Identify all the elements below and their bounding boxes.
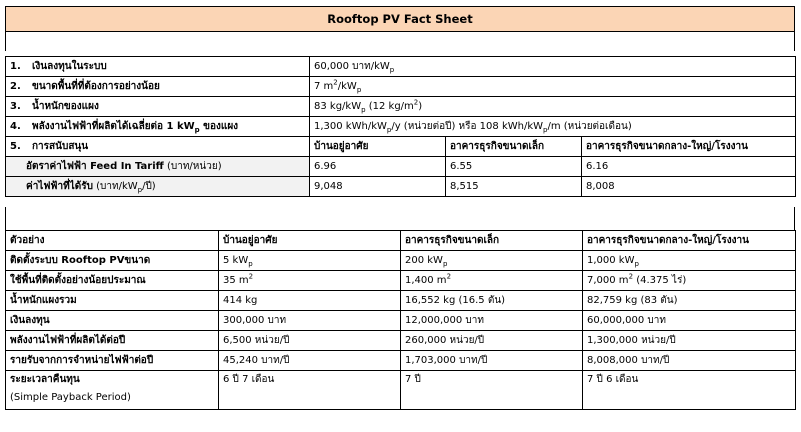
support-value: 8,008 bbox=[582, 177, 796, 197]
fact-row: 2. ขนาดพื้นที่ที่ต้องการอย่างน้อย 7 $m^2/kW_p$ bbox=[6, 77, 796, 97]
column-header: อาคารธุรกิจขนาดกลาง-ใหญ่/โรงงาน bbox=[583, 231, 796, 251]
column-header: อาคารธุรกิจขนาดกลาง-ใหญ่/โรงงาน bbox=[582, 137, 796, 157]
example-value: 260,000 หน่วย/ปี bbox=[401, 331, 583, 351]
support-row-label: อัตราค่าไฟฟ้า Feed In Tariff bbox=[26, 160, 164, 172]
example-row: ใช้พื้นที่ติดตั้งอย่างน้อยประมาณ 35 $m^2$ 1,400 $m^2$ 7,000 $m^2$ (4.375 ไร่) bbox=[6, 271, 796, 291]
example-value: 16,552 kg (16.5 ตัน) bbox=[401, 291, 583, 311]
examples-table bbox=[5, 230, 796, 410]
example-row bbox=[6, 351, 796, 371]
spacer-row bbox=[5, 31, 795, 51]
support-label: การสนับสนุน bbox=[32, 140, 89, 152]
spacer-row bbox=[5, 207, 795, 230]
fact-value: 83 kg/kW bbox=[314, 100, 362, 112]
fact-label: พลังงานไฟฟ้าที่ผลิตได้เฉลี่ยต่อ 1 kW bbox=[32, 120, 195, 132]
example-label: พลังงานไฟฟ้าที่ผลิตได้ต่อปี bbox=[6, 331, 219, 351]
example-value: 1,300,000 หน่วย/ปี bbox=[583, 331, 796, 351]
example-value: 82,759 kg (83 ตัน) bbox=[583, 291, 796, 311]
example-value: 6,500 หน่วย/ปี bbox=[219, 331, 401, 351]
fact-row: 1. เงินลงทุนในระบบ 60,000 บาท$/kW_p$ bbox=[6, 57, 796, 77]
column-header: อาคารธุรกิจขนาดเล็ก bbox=[401, 231, 583, 251]
example-value: 6 ปี 7 เดือน bbox=[219, 371, 401, 410]
examples-header-row bbox=[6, 231, 796, 251]
example-label: รายรับจากการจำหน่ายไฟฟ้าต่อปี bbox=[6, 351, 219, 371]
fact-value: 7 m bbox=[314, 80, 334, 92]
payback-row bbox=[6, 371, 796, 410]
support-value: 9,048 bbox=[310, 177, 446, 197]
example-label: ติดตั้งระบบ Rooftop PVขนาด bbox=[6, 251, 219, 271]
fact-value: 60,000 บาท/kW bbox=[314, 60, 390, 72]
example-value: 8,008,000 บาท/ปี bbox=[583, 351, 796, 371]
example-value: 7 ปี bbox=[401, 371, 583, 410]
fact-label: ขนาดพื้นที่ที่ต้องการอย่างน้อย bbox=[32, 80, 160, 92]
fact-label: น้ำหนักของแผง bbox=[32, 100, 99, 112]
support-row: ค่าไฟฟ้าที่ได้รับ (บาท$/kW_p/$ปี) 9,048 8,515 8,008 bbox=[6, 177, 796, 197]
column-header: อาคารธุรกิจขนาดเล็ก bbox=[446, 137, 582, 157]
example-value: 45,240 บาท/ปี bbox=[219, 351, 401, 371]
support-value: 6.96 bbox=[310, 157, 446, 177]
support-header-row: 5. การสนับสนุน บ้านอยู่อาศัย อาคารธุรกิจขนาดเล็ก อาคารธุรกิจขนาดกลาง-ใหญ่/โรงงาน bbox=[6, 137, 796, 157]
example-value: 60,000,000 บาท bbox=[583, 311, 796, 331]
column-header: บ้านอยู่อาศัย bbox=[310, 137, 446, 157]
support-row-label: ค่าไฟฟ้าที่ได้รับ bbox=[26, 180, 93, 192]
fact-value: 1,300 kWh/kW bbox=[314, 120, 387, 132]
example-row: ติดตั้งระบบ Rooftop PVขนาด 5 $kW_p$ 200 $kW_p$ 1,000 $kW_p$ bbox=[6, 251, 796, 271]
title-table bbox=[5, 6, 795, 32]
example-value: 12,000,000 บาท bbox=[401, 311, 583, 331]
example-label: น้ำหนักแผงรวม bbox=[6, 291, 219, 311]
example-value: 414 kg bbox=[219, 291, 401, 311]
example-row bbox=[6, 291, 796, 311]
example-value: 300,000 บาท bbox=[219, 311, 401, 331]
examples-label: ตัวอย่าง bbox=[6, 231, 219, 251]
payback-label: ระยะเวลาคืนทุน bbox=[10, 374, 80, 385]
sheet-title: Rooftop PV Fact Sheet bbox=[6, 7, 795, 32]
example-label: ใช้พื้นที่ติดตั้งอย่างน้อยประมาณ bbox=[6, 271, 219, 291]
support-value: 6.55 bbox=[446, 157, 582, 177]
support-value: 6.16 bbox=[582, 157, 796, 177]
facts-table bbox=[5, 56, 796, 197]
column-header: บ้านอยู่อาศัย bbox=[219, 231, 401, 251]
payback-sublabel: (Simple Payback Period) bbox=[10, 392, 131, 403]
example-value: 7 ปี 6 เดือน bbox=[583, 371, 796, 410]
fact-row: 3. น้ำหนักของแผง 83 $kg/kW_p$ (12 $kg/m^2$) bbox=[6, 97, 796, 117]
fact-label: เงินลงทุนในระบบ bbox=[32, 60, 107, 72]
fact-row: 4. พลังงานไฟฟ้าที่ผลิตได้เฉลี่ยต่อ 1 $kW_p$ ของแผง 1,300 kWh/$kW_p/y$ (หน่วยต่อปี) หรือ 108 kWh/$kW_p/m$ (หน่วยต่อเดือน) bbox=[6, 117, 796, 137]
example-label: เงินลงทุน bbox=[6, 311, 219, 331]
support-row: อัตราค่าไฟฟ้า Feed In Tariff (บาท/หน่วย) 6.96 6.55 6.16 bbox=[6, 157, 796, 177]
example-row bbox=[6, 331, 796, 351]
example-row bbox=[6, 311, 796, 331]
support-value: 8,515 bbox=[446, 177, 582, 197]
example-value: 1,703,000 บาท/ปี bbox=[401, 351, 583, 371]
